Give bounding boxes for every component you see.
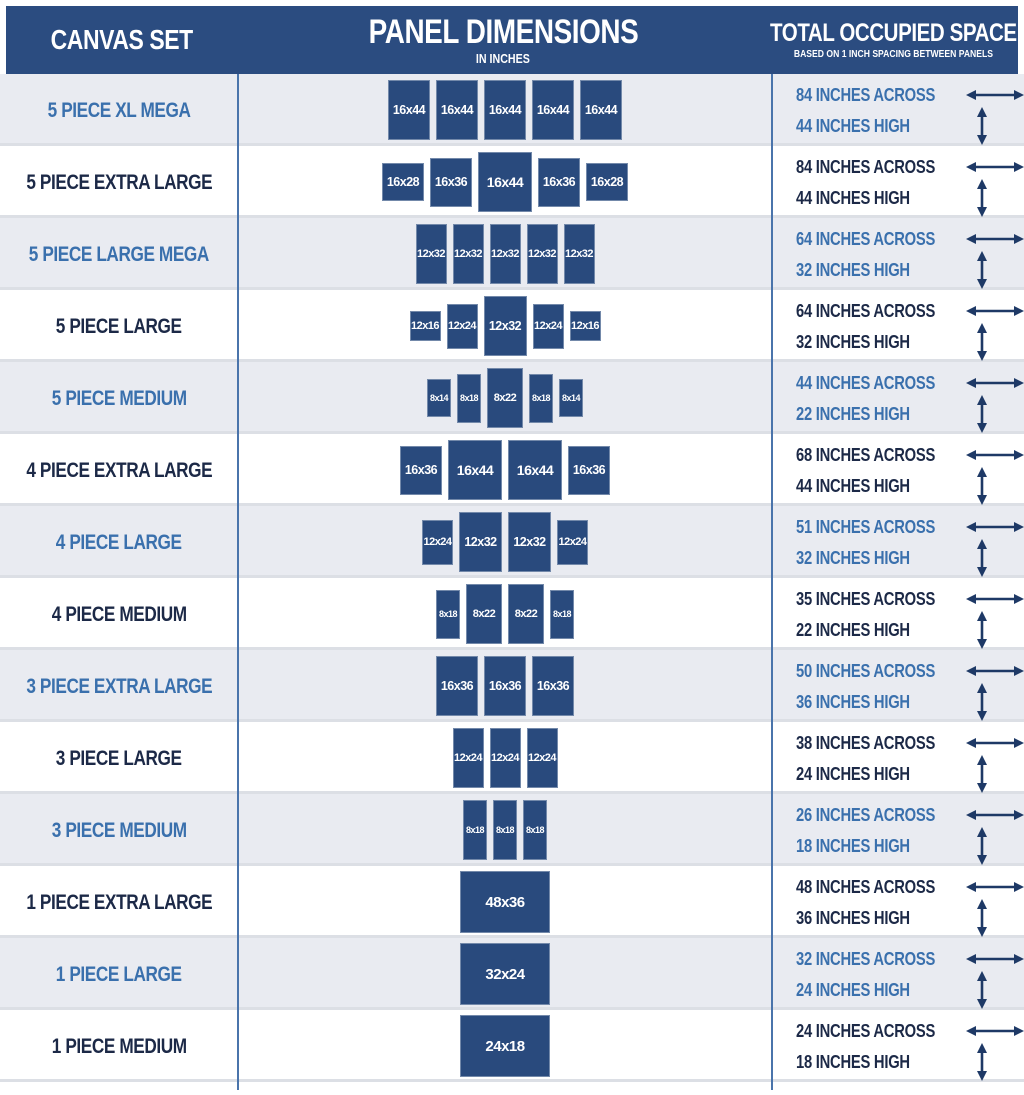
canvas-panel xyxy=(527,224,558,284)
occupied-space xyxy=(772,223,1024,285)
vertical-arrow-icon xyxy=(975,251,989,289)
horizontal-arrow-icon xyxy=(966,952,1024,966)
panel-size-label: 16x44 xyxy=(486,174,524,190)
panel-size-label: 16x36 xyxy=(434,175,468,189)
table-body xyxy=(0,74,1024,1082)
inches-high-arrow xyxy=(950,179,1014,217)
horizontal-arrow-icon xyxy=(966,160,1024,174)
canvas-set-name-label: 3 PIECE EXTRA LARGE xyxy=(26,674,212,698)
inches-across xyxy=(796,655,1014,686)
occupied-space xyxy=(772,727,1024,789)
inches-across-arrow xyxy=(966,1024,1024,1038)
column-divider-right xyxy=(771,74,773,1090)
inches-across xyxy=(796,727,1014,758)
canvas-set-name-label: 1 PIECE LARGE xyxy=(56,962,182,986)
canvas-panel xyxy=(484,296,527,356)
canvas-panel xyxy=(493,800,517,860)
panel-size-label: 8x18 xyxy=(552,609,572,619)
inches-across-label: 32 INCHES ACROSS xyxy=(796,948,936,969)
panel-size-label: 16x44 xyxy=(584,103,618,117)
panel-size-label: 16x44 xyxy=(392,103,426,117)
panel-size-label: 16x36 xyxy=(536,679,570,693)
panel-size-label: 12x32 xyxy=(527,248,557,260)
canvas-set-name xyxy=(0,1036,238,1057)
inches-high-arrow xyxy=(950,323,1014,361)
inches-high-label: 22 INCHES HIGH xyxy=(796,403,910,424)
inches-across-label: 26 INCHES ACROSS xyxy=(796,804,936,825)
inches-high xyxy=(796,542,1014,573)
canvas-set-name xyxy=(0,388,238,409)
inches-high-label: 24 INCHES HIGH xyxy=(796,979,910,1000)
inches-across xyxy=(796,943,1014,974)
canvas-panel xyxy=(422,520,453,565)
panel-size-label: 8x22 xyxy=(514,608,538,620)
panel-size-label: 12x24 xyxy=(453,752,483,764)
panel-size-label: 12x32 xyxy=(488,319,522,333)
canvas-panel xyxy=(460,943,550,1005)
panel-layout xyxy=(238,146,772,218)
vertical-arrow-icon xyxy=(975,179,989,217)
canvas-panel xyxy=(568,446,610,495)
occupied-space xyxy=(772,1015,1024,1077)
inches-across-label: 35 INCHES ACROSS xyxy=(796,588,936,609)
table-row xyxy=(0,434,1024,506)
canvas-panel xyxy=(550,590,574,639)
inches-across xyxy=(796,79,1014,110)
inches-across-arrow xyxy=(966,808,1024,822)
canvas-panel xyxy=(570,311,601,341)
canvas-panel xyxy=(490,728,521,788)
canvas-panel xyxy=(427,379,451,417)
inches-across-label: 38 INCHES ACROSS xyxy=(796,732,936,753)
canvas-panel xyxy=(447,304,478,349)
inches-across-label: 24 INCHES ACROSS xyxy=(796,1020,936,1041)
occupied-space xyxy=(772,511,1024,573)
panel-size-label: 12x32 xyxy=(490,248,520,260)
canvas-panel xyxy=(478,152,532,212)
panel-layout xyxy=(238,578,772,650)
canvas-panel xyxy=(400,446,442,495)
header-total-occupied-space-subtitle: BASED ON 1 INCH SPACING BETWEEN PANELS xyxy=(793,47,993,60)
panel-size-label: 12x32 xyxy=(513,535,546,549)
inches-across-arrow xyxy=(966,160,1024,174)
panel-size-label: 16x44 xyxy=(516,462,554,478)
panel-layout xyxy=(238,506,772,578)
inches-high-label: 44 INCHES HIGH xyxy=(796,115,910,136)
horizontal-arrow-icon xyxy=(966,88,1024,102)
inches-across xyxy=(796,871,1014,902)
canvas-panel xyxy=(564,224,595,284)
inches-high xyxy=(796,182,1014,213)
inches-high-arrow xyxy=(950,251,1014,289)
inches-across-label: 50 INCHES ACROSS xyxy=(796,660,936,681)
canvas-set-name xyxy=(0,316,238,337)
inches-across-label: 51 INCHES ACROSS xyxy=(796,516,936,537)
inches-across-label: 68 INCHES ACROSS xyxy=(796,444,936,465)
panel-size-label: 8x18 xyxy=(531,393,551,403)
horizontal-arrow-icon xyxy=(966,880,1024,894)
canvas-panel xyxy=(457,374,481,423)
table-row xyxy=(0,218,1024,290)
header-panel-dimensions-label: PANEL DIMENSIONS xyxy=(368,12,638,51)
panel-size-label: 8x18 xyxy=(438,609,458,619)
header-total-occupied-space xyxy=(768,20,1018,59)
canvas-set-name-label: 5 PIECE MEDIUM xyxy=(51,386,187,410)
canvas-panel xyxy=(484,80,526,140)
inches-across-label: 64 INCHES ACROSS xyxy=(796,300,936,321)
vertical-arrow-icon xyxy=(975,467,989,505)
canvas-set-name xyxy=(0,820,238,841)
canvas-panel xyxy=(508,440,562,500)
table-row xyxy=(0,290,1024,362)
inches-across xyxy=(796,295,1014,326)
panel-size-label: 8x18 xyxy=(525,825,545,835)
panel-size-label: 12x16 xyxy=(570,320,600,332)
inches-across xyxy=(796,1015,1014,1046)
canvas-panel xyxy=(527,728,558,788)
table-row xyxy=(0,794,1024,866)
panel-layout xyxy=(238,74,772,146)
panel-size-label: 12x32 xyxy=(564,248,594,260)
inches-high-arrow xyxy=(950,395,1014,433)
inches-across xyxy=(796,151,1014,182)
table-row xyxy=(0,578,1024,650)
panel-layout xyxy=(238,866,772,938)
panel-size-label: 8x14 xyxy=(429,393,449,403)
table-header xyxy=(6,6,1018,74)
panel-size-label: 48x36 xyxy=(485,893,525,911)
canvas-panel xyxy=(436,80,478,140)
inches-across-arrow xyxy=(966,376,1024,390)
panel-size-label: 32x24 xyxy=(485,965,525,983)
panel-layout xyxy=(238,218,772,290)
table-row xyxy=(0,722,1024,794)
occupied-space xyxy=(772,439,1024,501)
canvas-panel xyxy=(532,80,574,140)
inches-across-label: 48 INCHES ACROSS xyxy=(796,876,936,897)
occupied-space xyxy=(772,79,1024,141)
canvas-panel xyxy=(532,656,574,716)
inches-across-label: 84 INCHES ACROSS xyxy=(796,84,936,105)
panel-size-label: 12x16 xyxy=(410,320,440,332)
panel-size-label: 16x36 xyxy=(572,463,606,477)
inches-across xyxy=(796,439,1014,470)
header-total-occupied-space-label: TOTAL OCCUPIED SPACE xyxy=(769,19,1017,48)
inches-high xyxy=(796,686,1014,717)
inches-high xyxy=(796,614,1014,645)
canvas-set-name-label: 4 PIECE LARGE xyxy=(56,530,182,554)
occupied-space xyxy=(772,295,1024,357)
panel-layout xyxy=(238,434,772,506)
occupied-space xyxy=(772,151,1024,213)
vertical-arrow-icon xyxy=(975,323,989,361)
inches-across xyxy=(796,511,1014,542)
canvas-panel xyxy=(410,311,441,341)
inches-high-label: 32 INCHES HIGH xyxy=(796,331,910,352)
canvas-panel xyxy=(580,80,622,140)
inches-high-arrow xyxy=(950,755,1014,793)
panel-size-label: 16x44 xyxy=(440,103,474,117)
canvas-panel xyxy=(508,512,551,572)
panel-size-label: 12x24 xyxy=(423,536,452,548)
inches-high xyxy=(796,470,1014,501)
vertical-arrow-icon xyxy=(975,107,989,145)
canvas-panel xyxy=(523,800,547,860)
inches-across xyxy=(796,367,1014,398)
horizontal-arrow-icon xyxy=(966,520,1024,534)
table-row xyxy=(0,650,1024,722)
inches-high-arrow xyxy=(950,971,1014,1009)
panel-size-label: 12x24 xyxy=(490,752,520,764)
canvas-panel xyxy=(559,379,583,417)
horizontal-arrow-icon xyxy=(966,808,1024,822)
inches-across xyxy=(796,223,1014,254)
canvas-panel xyxy=(416,224,447,284)
inches-high xyxy=(796,326,1014,357)
inches-high-label: 18 INCHES HIGH xyxy=(796,835,910,856)
panel-size-label: 12x32 xyxy=(464,535,497,549)
horizontal-arrow-icon xyxy=(966,664,1024,678)
vertical-arrow-icon xyxy=(975,827,989,865)
vertical-arrow-icon xyxy=(975,899,989,937)
inches-across-arrow xyxy=(966,232,1024,246)
canvas-panel xyxy=(382,163,424,201)
table-row xyxy=(0,506,1024,578)
canvas-set-name xyxy=(0,532,238,553)
inches-high-arrow xyxy=(950,467,1014,505)
panel-size-label: 16x36 xyxy=(404,463,438,477)
canvas-panel xyxy=(557,520,588,565)
inches-high xyxy=(796,902,1014,933)
canvas-set-name-label: 5 PIECE LARGE MEGA xyxy=(28,242,210,266)
panel-size-label: 12x24 xyxy=(558,536,587,548)
inches-across xyxy=(796,799,1014,830)
canvas-panel xyxy=(508,584,544,644)
vertical-arrow-icon xyxy=(975,683,989,721)
table-row xyxy=(0,74,1024,146)
canvas-panel xyxy=(459,512,502,572)
canvas-set-name-label: 5 PIECE EXTRA LARGE xyxy=(26,170,212,194)
inches-high-label: 32 INCHES HIGH xyxy=(796,259,910,280)
table-row xyxy=(0,362,1024,434)
panel-size-label: 8x18 xyxy=(465,825,485,835)
canvas-set-name-label: 1 PIECE MEDIUM xyxy=(51,1034,187,1058)
canvas-panel xyxy=(460,1015,550,1077)
inches-high xyxy=(796,830,1014,861)
header-canvas-set xyxy=(6,24,238,56)
panel-size-label: 12x24 xyxy=(527,752,557,764)
canvas-set-name-label: 3 PIECE LARGE xyxy=(56,746,182,770)
column-divider-left xyxy=(237,74,239,1090)
vertical-arrow-icon xyxy=(975,539,989,577)
inches-across-label: 64 INCHES ACROSS xyxy=(796,228,936,249)
panel-layout xyxy=(238,794,772,866)
inches-high-label: 24 INCHES HIGH xyxy=(796,763,910,784)
occupied-space xyxy=(772,799,1024,861)
vertical-arrow-icon xyxy=(975,395,989,433)
panel-layout xyxy=(238,650,772,722)
inches-high-label: 32 INCHES HIGH xyxy=(796,547,910,568)
header-panel-dimensions xyxy=(238,12,768,66)
inches-high xyxy=(796,254,1014,285)
canvas-panel xyxy=(466,584,502,644)
panel-size-label: 12x24 xyxy=(447,320,477,332)
canvas-panel xyxy=(586,163,628,201)
inches-high xyxy=(796,974,1014,1005)
canvas-panel xyxy=(490,224,521,284)
canvas-set-name xyxy=(0,604,238,625)
panel-size-label: 16x36 xyxy=(440,679,474,693)
occupied-space xyxy=(772,655,1024,717)
inches-high-label: 44 INCHES HIGH xyxy=(796,475,910,496)
canvas-set-name-label: 4 PIECE MEDIUM xyxy=(51,602,187,626)
vertical-arrow-icon xyxy=(975,971,989,1009)
inches-high-label: 36 INCHES HIGH xyxy=(796,907,910,928)
occupied-space xyxy=(772,583,1024,645)
canvas-panel xyxy=(533,304,564,349)
canvas-panel xyxy=(487,368,523,428)
occupied-space xyxy=(772,871,1024,933)
canvas-set-name-label: 4 PIECE EXTRA LARGE xyxy=(26,458,212,482)
panel-layout xyxy=(238,938,772,1010)
canvas-panel xyxy=(484,656,526,716)
canvas-set-name xyxy=(0,100,238,121)
occupied-space xyxy=(772,367,1024,429)
canvas-panel xyxy=(436,590,460,639)
panel-size-label: 8x18 xyxy=(495,825,515,835)
table-row xyxy=(0,938,1024,1010)
panel-size-label: 12x32 xyxy=(416,248,446,260)
panel-size-label: 8x14 xyxy=(561,393,581,403)
canvas-set-name xyxy=(0,244,238,265)
inches-across-arrow xyxy=(966,448,1024,462)
inches-across-arrow xyxy=(966,304,1024,318)
horizontal-arrow-icon xyxy=(966,232,1024,246)
table-row xyxy=(0,146,1024,218)
canvas-set-name xyxy=(0,676,238,697)
panel-size-label: 16x36 xyxy=(488,679,522,693)
inches-across-arrow xyxy=(966,952,1024,966)
inches-high-label: 44 INCHES HIGH xyxy=(796,187,910,208)
canvas-set-name-label: 5 PIECE LARGE xyxy=(56,314,182,338)
inches-across-arrow xyxy=(966,592,1024,606)
panel-size-label: 16x28 xyxy=(386,175,420,189)
panel-layout xyxy=(238,722,772,794)
inches-high xyxy=(796,398,1014,429)
inches-high-arrow xyxy=(950,683,1014,721)
panel-size-label: 16x44 xyxy=(456,462,494,478)
inches-high-arrow xyxy=(950,611,1014,649)
inches-high-arrow xyxy=(950,107,1014,145)
horizontal-arrow-icon xyxy=(966,736,1024,750)
canvas-panel xyxy=(529,374,553,423)
inches-high-arrow xyxy=(950,539,1014,577)
canvas-set-name-label: 3 PIECE MEDIUM xyxy=(51,818,187,842)
horizontal-arrow-icon xyxy=(966,592,1024,606)
canvas-set-name xyxy=(0,964,238,985)
vertical-arrow-icon xyxy=(975,755,989,793)
horizontal-arrow-icon xyxy=(966,304,1024,318)
inches-across-arrow xyxy=(966,664,1024,678)
panel-layout xyxy=(238,1010,772,1082)
inches-high-arrow xyxy=(950,1043,1014,1081)
inches-high xyxy=(796,1046,1014,1077)
canvas-set-name xyxy=(0,748,238,769)
inches-across-label: 44 INCHES ACROSS xyxy=(796,372,936,393)
canvas-panel xyxy=(453,728,484,788)
panel-size-label: 8x18 xyxy=(459,393,479,403)
header-panel-dimensions-subtitle: IN INCHES xyxy=(476,50,530,66)
occupied-space xyxy=(772,943,1024,1005)
inches-across xyxy=(796,583,1014,614)
inches-high xyxy=(796,758,1014,789)
panel-layout xyxy=(238,362,772,434)
inches-across-arrow xyxy=(966,880,1024,894)
vertical-arrow-icon xyxy=(975,611,989,649)
header-canvas-set-label: CANVAS SET xyxy=(50,24,194,55)
panel-size-label: 16x44 xyxy=(488,103,522,117)
inches-high-arrow xyxy=(950,899,1014,937)
inches-high-label: 36 INCHES HIGH xyxy=(796,691,910,712)
canvas-panel xyxy=(430,158,472,207)
table-row xyxy=(0,1010,1024,1082)
inches-high-label: 18 INCHES HIGH xyxy=(796,1051,910,1072)
horizontal-arrow-icon xyxy=(966,1024,1024,1038)
panel-size-label: 16x36 xyxy=(542,175,576,189)
canvas-panel xyxy=(388,80,430,140)
table-row xyxy=(0,866,1024,938)
canvas-panel xyxy=(460,871,550,933)
canvas-panel xyxy=(436,656,478,716)
panel-size-label: 12x24 xyxy=(533,320,563,332)
inches-across-arrow xyxy=(966,88,1024,102)
canvas-set-name-label: 1 PIECE EXTRA LARGE xyxy=(26,890,212,914)
canvas-panel xyxy=(448,440,502,500)
canvas-set-name xyxy=(0,892,238,913)
panel-layout xyxy=(238,290,772,362)
canvas-panel xyxy=(463,800,487,860)
inches-high-label: 22 INCHES HIGH xyxy=(796,619,910,640)
panel-size-label: 16x44 xyxy=(536,103,570,117)
horizontal-arrow-icon xyxy=(966,376,1024,390)
horizontal-arrow-icon xyxy=(966,448,1024,462)
canvas-set-name xyxy=(0,460,238,481)
canvas-panel xyxy=(538,158,580,207)
canvas-set-name-label: 5 PIECE XL MEGA xyxy=(47,98,191,122)
panel-size-label: 16x28 xyxy=(590,175,624,189)
inches-across-label: 84 INCHES ACROSS xyxy=(796,156,936,177)
canvas-panel xyxy=(453,224,484,284)
panel-size-label: 24x18 xyxy=(485,1037,525,1055)
panel-size-label: 8x22 xyxy=(472,608,496,620)
vertical-arrow-icon xyxy=(975,1043,989,1081)
inches-across-arrow xyxy=(966,520,1024,534)
inches-high xyxy=(796,110,1014,141)
inches-high-arrow xyxy=(950,827,1014,865)
inches-across-arrow xyxy=(966,736,1024,750)
panel-size-label: 12x32 xyxy=(453,248,483,260)
canvas-set-name xyxy=(0,172,238,193)
panel-size-label: 8x22 xyxy=(493,392,517,404)
